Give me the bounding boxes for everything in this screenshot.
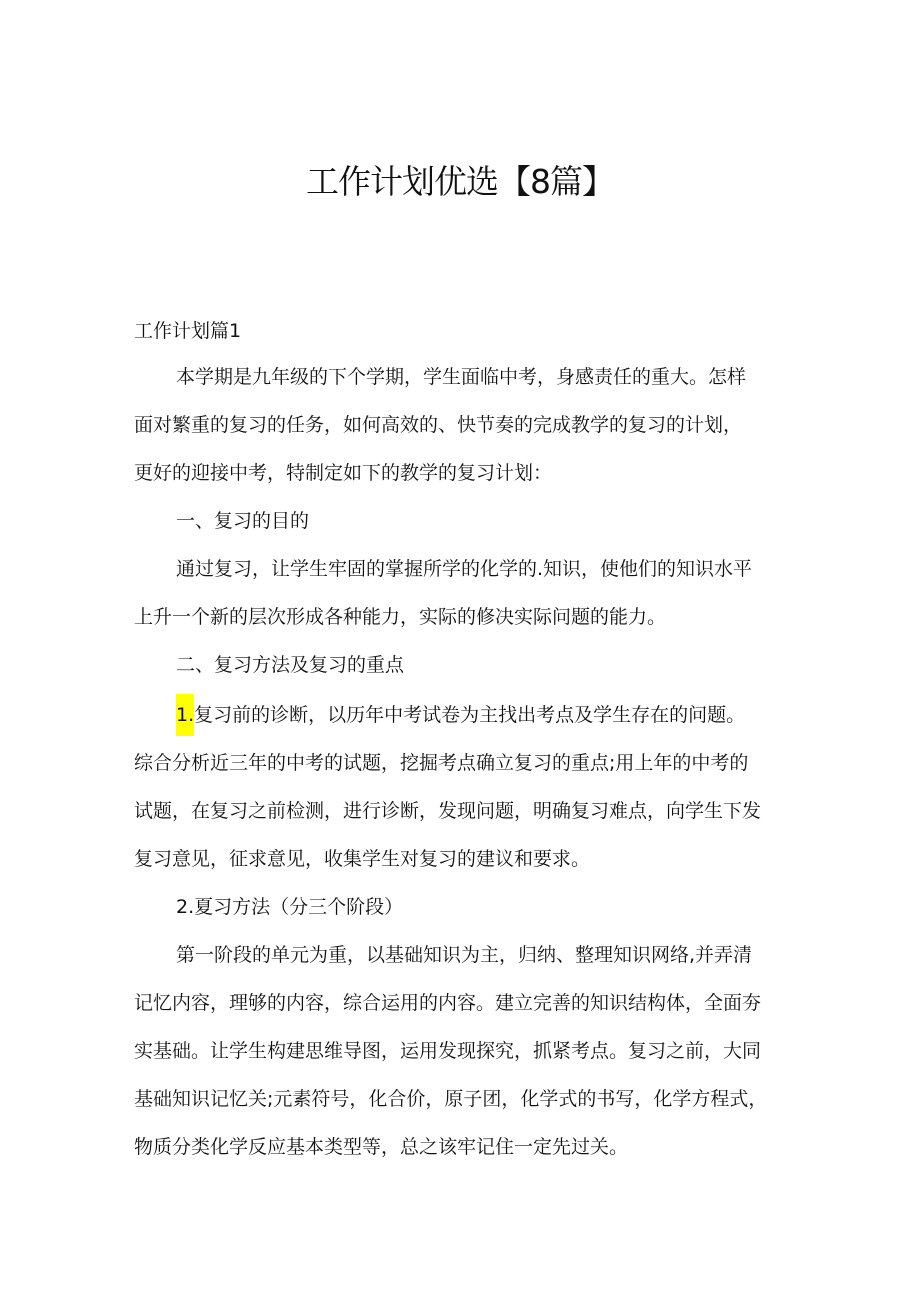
- paragraph-line: 本学期是九年级的下个学期，学生面临中考，身感责任的重大。怎样: [176, 366, 747, 388]
- list-item-text: 复习前的诊断，以历年中考试卷为主找出考点及学生存在的问题。: [194, 704, 746, 726]
- paragraph-line: 实基础。让学生构建思维导图，运用发现探究，抓紧考点。复习之前，大同: [134, 1040, 762, 1062]
- section-heading: 工作计划篇1: [134, 320, 242, 342]
- paragraph-line: 试题，在复习之前检测，进行诊断，发现问题，明确复习难点，向学生下发: [134, 800, 762, 822]
- paragraph-line: 记忆内容，理够的内容，综合运用的内容。建立完善的知识结构体，全面夯: [134, 992, 762, 1014]
- paragraph-line: 综合分析近三年的中考的试题，挖掘考点确立复习的重点;用上年的中考的: [134, 752, 749, 774]
- paragraph-line: 物质分类化学反应基本类型等，总之该牢记住一定先过关。: [134, 1136, 629, 1158]
- paragraph-line: 复习意见，征求意见，收集学生对复习的建议和要求。: [134, 848, 591, 870]
- document-title: 工作计划优选【8篇】: [306, 162, 614, 201]
- paragraph-line: 通过复习，让学生牢固的掌握所学的化学的.知识，使他们的知识水平: [176, 558, 753, 580]
- paragraph-line: 基础知识记忆关;元素符号，化合价，原子团，化学式的书写，化学方程式，: [134, 1088, 768, 1110]
- list-item: [176, 700, 745, 730]
- list-marker-highlight: 1.: [176, 694, 194, 736]
- paragraph-line: 第一阶段的单元为重，以基础知识为主，归纳、整理知识网络,并弄清: [176, 944, 753, 966]
- paragraph-line: 更好的迎接中考，特制定如下的教学的复习计划：: [134, 462, 553, 484]
- subheading-review-method: 2.夏习方法（分三个阶段）: [176, 896, 404, 918]
- subheading-purpose: 一、复习的目的: [176, 510, 310, 532]
- subheading-methods: 二、复习方法及复习的重点: [176, 654, 405, 676]
- paragraph-line: 面对繁重的复习的任务，如何高效的、快节奏的完成教学的复习的计划，: [134, 414, 743, 436]
- paragraph-line: 上升一个新的层次形成各种能力，实际的修决实际问题的能力。: [134, 606, 667, 628]
